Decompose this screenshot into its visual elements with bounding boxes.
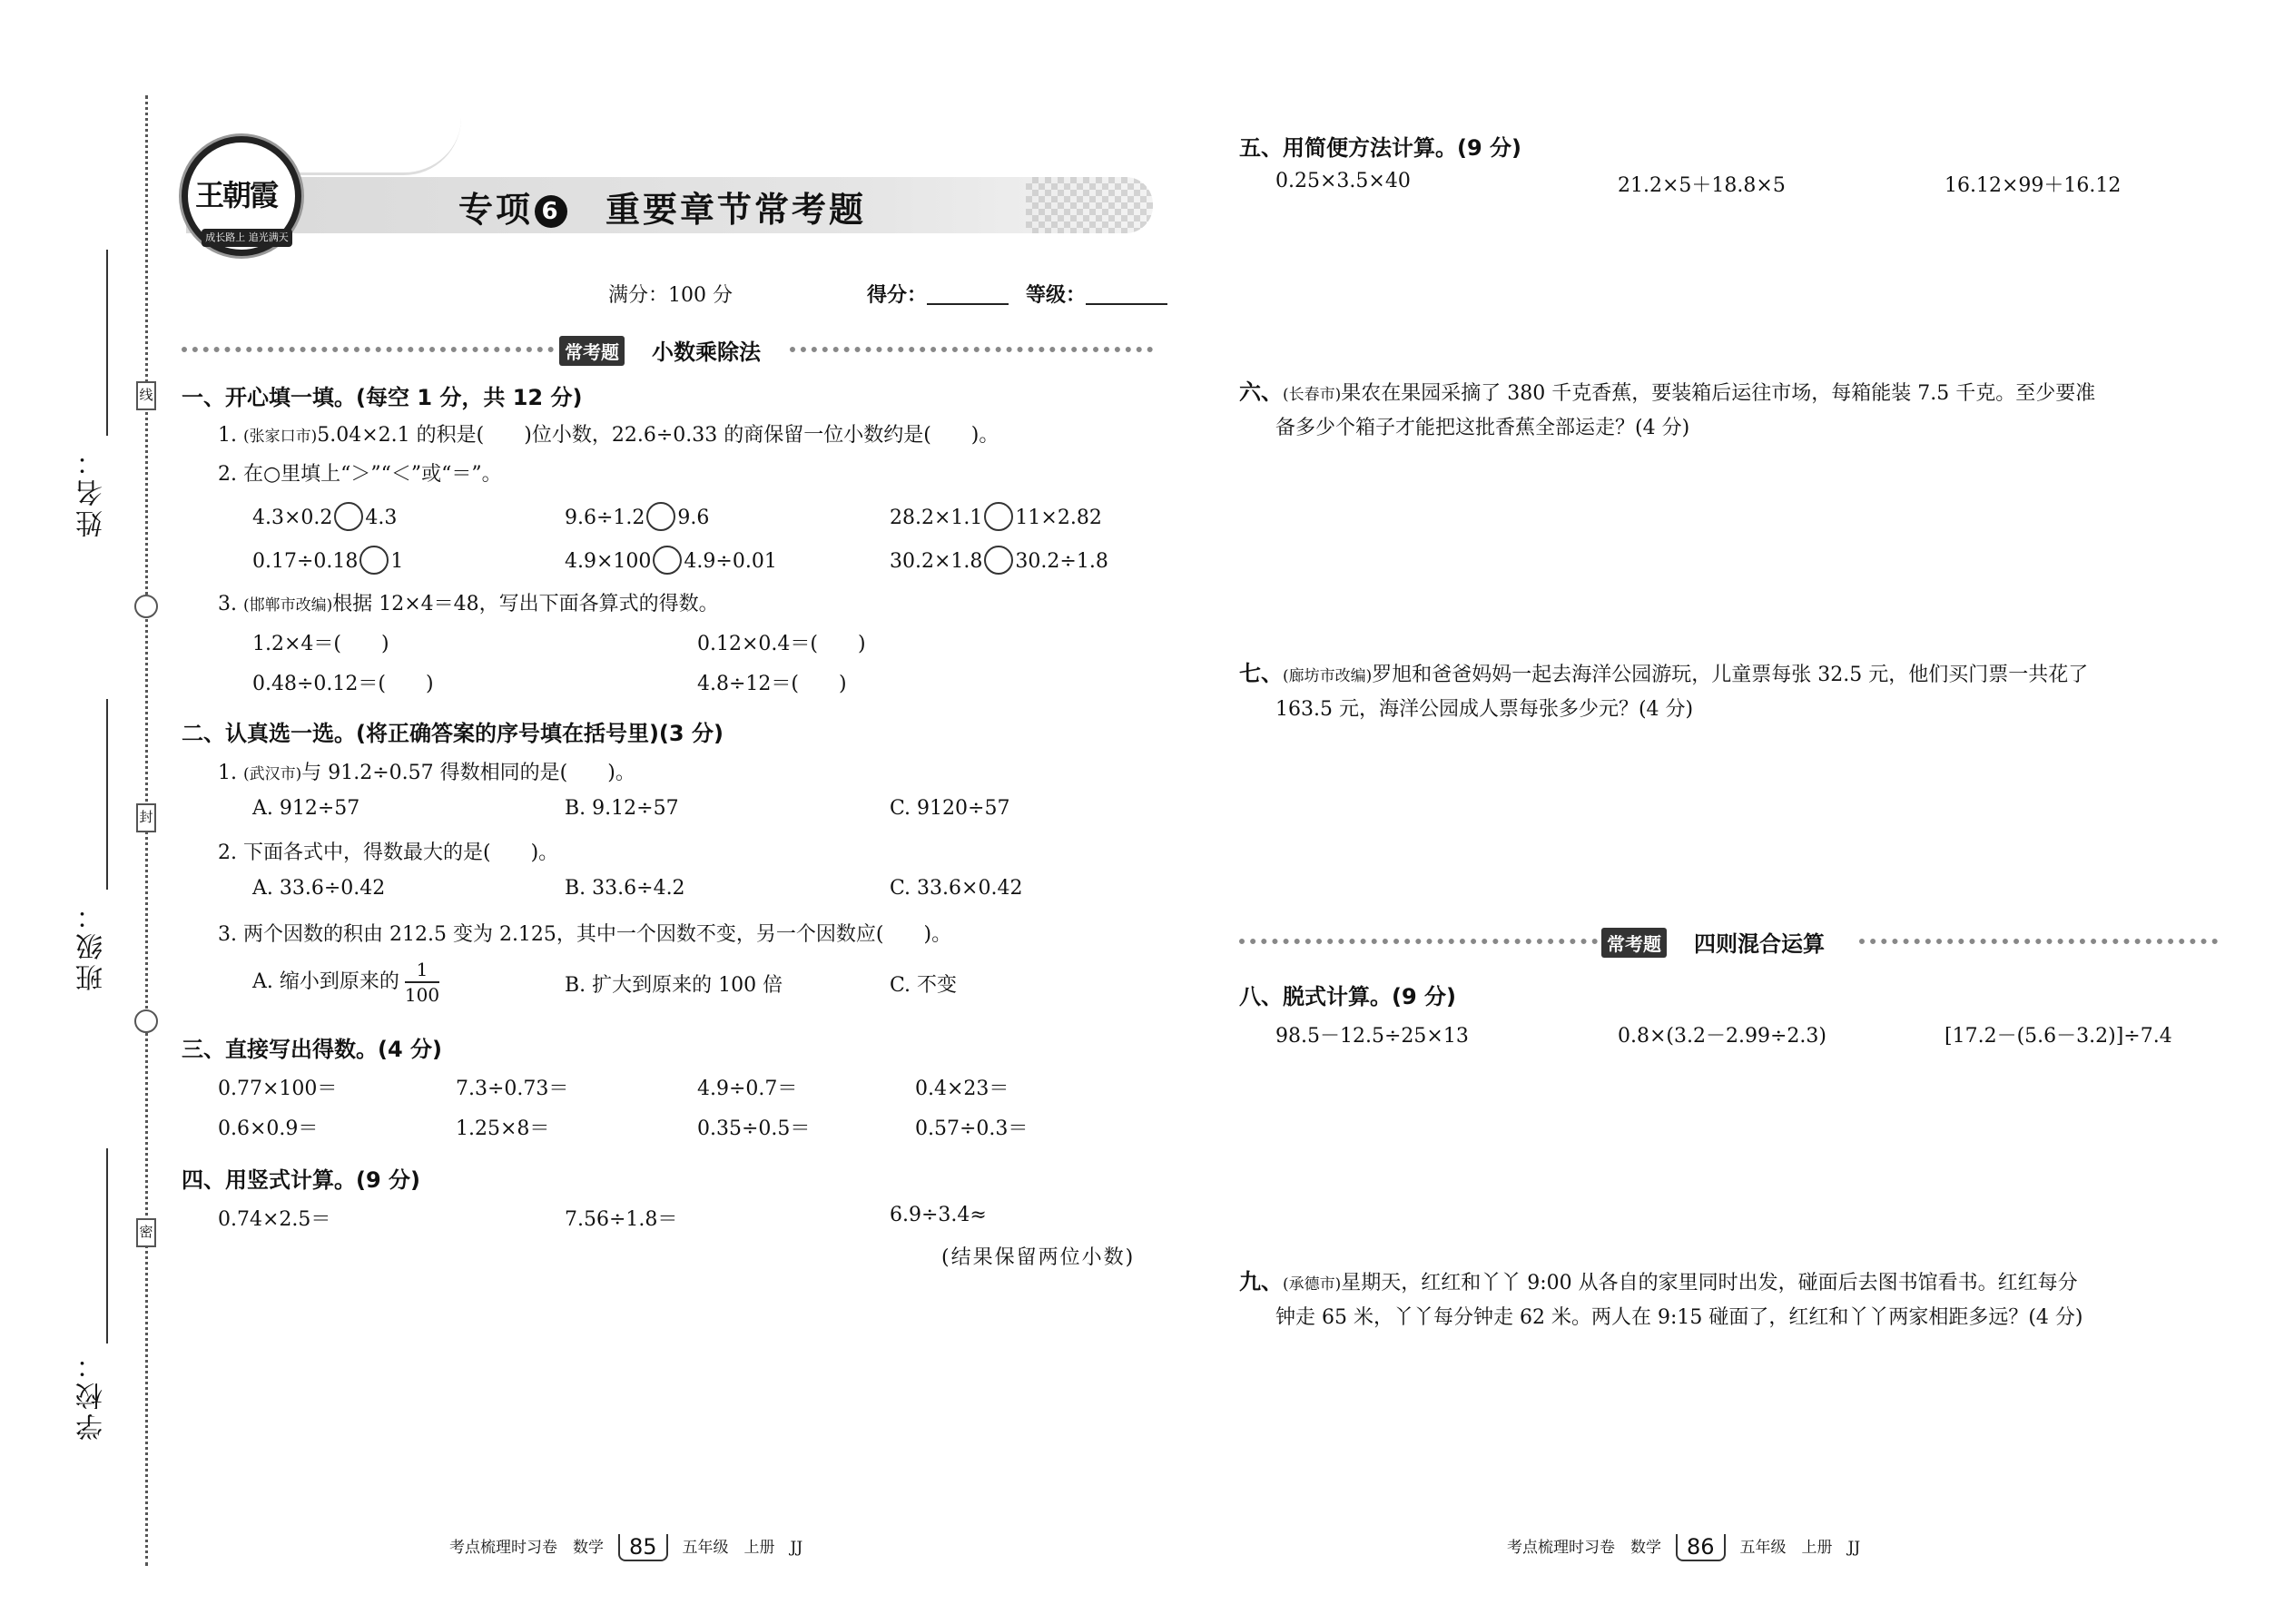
fraction-denominator: 100: [404, 984, 440, 1006]
grade-blank[interactable]: [1086, 285, 1167, 305]
compare-3-circle[interactable]: [984, 502, 1013, 531]
footer-left: [449, 1534, 802, 1561]
s2-q3-option-a-text: A. 缩小到原来的: [252, 970, 399, 993]
title-main: 重要章节常考题: [605, 190, 867, 230]
s1-q3-item-2: 0.12×0.4＝( ): [697, 633, 866, 655]
s6-text-1: 果农在果园采摘了 380 千克香蕉，要装箱后运往市场，每箱能装 7.5 千克。至少要准: [1341, 382, 2096, 405]
s2-q2: 2. 下面各式中，得数最大的是( )。: [218, 842, 559, 864]
compare-1-right: 4.3: [365, 507, 398, 529]
compare-2-circle[interactable]: [646, 502, 675, 531]
footer-right-book: 考点梳理时习卷 数学: [1507, 1539, 1661, 1557]
compare-5: [565, 546, 777, 575]
s2-q2-option-c: C. 33.6×0.42: [890, 877, 1023, 900]
s1-q1-text: 5.04×2.1 的积是( )位小数，22.6÷0.33 的商保留一位小数约是( )。: [317, 424, 999, 447]
s2-q3: 3. 两个因数的积由 212.5 变为 2.125，其中一个因数不变，另一个因数应( )。: [218, 923, 952, 946]
page-title: [458, 182, 866, 231]
s2-q1-source: (武汉市): [243, 765, 302, 783]
s1-q3: [218, 588, 719, 616]
compare-1: [252, 502, 397, 531]
topic2-dots-left: [1239, 939, 1598, 944]
s8-item-2: 0.8×(3.2－2.99÷2.3): [1618, 1025, 1826, 1048]
s3-item-5: 0.6×0.9＝: [218, 1117, 319, 1140]
compare-4: [252, 546, 403, 575]
fraction-one-hundredth: [405, 958, 439, 1007]
s4-item-3: 6.9÷3.4≈: [890, 1204, 987, 1226]
s3-item-1: 0.77×100＝: [218, 1078, 338, 1100]
compare-3: [890, 502, 1102, 531]
s2-q2-option-b: B. 33.6÷4.2: [565, 877, 685, 900]
s7-line-2: 163.5 元，海洋公园成人票每张多少元？(4 分): [1275, 698, 1694, 721]
compare-3-right: 11×2.82: [1015, 507, 1102, 529]
s1-q3-item-4: 4.8÷12＝( ): [697, 673, 847, 695]
banner-checker-pattern: [1026, 177, 1153, 233]
class-field-line[interactable]: [106, 699, 108, 890]
topic2-tag: 常考题: [1601, 928, 1667, 958]
s7-number: 七、: [1239, 661, 1283, 686]
s4-item-1: 0.74×2.5＝: [218, 1208, 331, 1231]
s9-line-2: 钟走 65 米，丫丫每分钟走 62 米。两人在 9:15 碰面了，红红和丫丫两家相距多远？(4 分): [1275, 1306, 2083, 1329]
binding-hole-2: [134, 1009, 158, 1033]
compare-3-left: 28.2×1.1: [890, 507, 983, 529]
page-number-left: 85: [618, 1534, 668, 1561]
binding-mark-xian: 线: [136, 381, 156, 410]
s8-heading: 八、脱式计算。(9 分): [1239, 984, 1456, 1009]
s2-q1-text: 与 91.2÷0.57 得数相同的是( )。: [301, 762, 635, 784]
compare-2-left: 9.6÷1.2: [565, 507, 645, 529]
s5-heading: 五、用简便方法计算。(9 分): [1239, 135, 1521, 161]
title-prefix: 专项: [458, 190, 534, 230]
s6-line-1: [1239, 374, 2095, 406]
fraction-numerator: 1: [405, 958, 439, 983]
s5-item-3: 16.12×99＋16.12: [1944, 174, 2122, 197]
ribbon-decoration: [289, 118, 461, 175]
compare-6-left: 30.2×1.8: [890, 550, 983, 573]
compare-1-left: 4.3×0.2: [252, 507, 333, 529]
s2-q2-option-a: A. 33.6÷0.42: [252, 877, 386, 900]
compare-6-circle[interactable]: [984, 546, 1013, 575]
s2-q1: [218, 757, 635, 785]
name-label: 姓名：: [76, 445, 108, 537]
score-label: 得分：: [867, 284, 928, 307]
s9-line-1: [1239, 1264, 2078, 1295]
grade-field: [1026, 280, 1167, 308]
topic1-tag: 常考题: [559, 336, 625, 366]
s1-q2: 2. 在○里填上“＞”“＜”或“＝”。: [218, 463, 502, 486]
s1-q3-item-3: 0.48÷0.12＝( ): [252, 673, 434, 695]
topic1-name: 小数乘除法: [652, 340, 761, 365]
s3-item-4: 0.4×23＝: [915, 1078, 1009, 1100]
s5-item-2: 21.2×5＋18.8×5: [1618, 174, 1786, 197]
s6-source: (长春市): [1283, 386, 1342, 404]
s3-item-8: 0.57÷0.3＝: [915, 1117, 1029, 1140]
s2-heading: 二、认真选一选。(将正确答案的序号填在括号里)(3 分): [182, 721, 724, 746]
s7-line-1: [1239, 655, 2088, 687]
class-label: 班级：: [76, 899, 108, 991]
name-field-line[interactable]: [106, 250, 108, 436]
score-field: [867, 280, 1009, 308]
topic2-dots-right: [1859, 939, 2218, 944]
brand-logo-ribbon: 成长路上 追光满天: [202, 229, 292, 247]
s1-q3-text: 根据 12×4＝48，写出下面各算式的得数。: [332, 593, 719, 615]
s9-source: (承德市): [1283, 1275, 1342, 1294]
s7-text-1: 罗旭和爸爸妈妈一起去海洋公园游玩，儿童票每张 32.5 元，他们买门票一共花了: [1372, 664, 2089, 686]
binding-mark-mi: 密: [136, 1218, 156, 1247]
score-blank[interactable]: [927, 285, 1009, 305]
binding-mark-feng: 封: [136, 803, 156, 832]
compare-5-circle[interactable]: [653, 546, 682, 575]
topic2-name: 四则混合运算: [1694, 931, 1825, 957]
s6-line-2: 备多少个箱子才能把这批香蕉全部运走？(4 分): [1275, 417, 1690, 439]
s9-text-1: 星期天，红红和丫丫 9:00 从各自的家里同时出发，碰面后去图书馆看书。红红每分: [1341, 1272, 2078, 1294]
s4-item-2: 7.56÷1.8＝: [565, 1208, 678, 1231]
footer-right-grade: 五年级 上册 JJ: [1739, 1539, 1861, 1557]
footer-left-grade: 五年级 上册 JJ: [682, 1539, 803, 1557]
s5-item-1: 0.25×3.5×40: [1275, 170, 1411, 192]
compare-4-circle[interactable]: [359, 546, 389, 575]
s8-item-3: [17.2－(5.6－3.2)]÷7.4: [1944, 1025, 2172, 1048]
school-label: 学校：: [76, 1348, 108, 1441]
s3-item-7: 0.35÷0.5＝: [697, 1117, 811, 1140]
compare-4-left: 0.17÷0.18: [252, 550, 359, 573]
compare-6: [890, 546, 1108, 575]
compare-2: [565, 502, 709, 531]
s3-item-3: 4.9÷0.7＝: [697, 1078, 798, 1100]
compare-4-right: 1: [390, 550, 404, 573]
s2-q3-option-b: B. 扩大到原来的 100 倍: [565, 974, 783, 997]
footer-left-book: 考点梳理时习卷 数学: [449, 1539, 604, 1557]
binding-hole-1: [134, 595, 158, 618]
s7-source: (廊坊市改编): [1283, 667, 1373, 685]
s1-q3-source: (邯郸市改编): [243, 596, 333, 615]
grade-label: 等级：: [1026, 284, 1087, 307]
compare-6-right: 30.2÷1.8: [1015, 550, 1108, 573]
s3-item-2: 7.3÷0.73＝: [456, 1078, 569, 1100]
s2-q3-option-a: [252, 958, 439, 1007]
school-field-line[interactable]: [106, 1148, 108, 1343]
topic1-dots-right: [790, 347, 1153, 352]
s1-q1-num: 1.: [218, 424, 237, 447]
s1-q1-source: (张家口市): [243, 428, 318, 446]
s1-q1: [218, 419, 999, 448]
s2-q1-option-a: A. 912÷57: [252, 797, 360, 820]
compare-5-left: 4.9×100: [565, 550, 652, 573]
s3-heading: 三、直接写出得数。(4 分): [182, 1037, 442, 1062]
s1-heading: 一、开心填一填。(每空 1 分，共 12 分): [182, 385, 583, 410]
s2-q1-option-c: C. 9120÷57: [890, 797, 1010, 820]
topic1-dots-left: [182, 347, 554, 352]
full-score: 满分：100 分: [608, 284, 733, 307]
s3-item-6: 1.25×8＝: [456, 1117, 550, 1140]
compare-5-right: 4.9÷0.01: [684, 550, 777, 573]
s2-q3-option-c: C. 不变: [890, 974, 958, 997]
brand-logo-name: 王朝霞: [195, 178, 278, 212]
page-number-right: 86: [1676, 1534, 1726, 1561]
s2-q1-num: 1.: [218, 762, 237, 784]
s1-q3-item-1: 1.2×4＝( ): [252, 633, 389, 655]
s9-number: 九、: [1239, 1269, 1283, 1294]
compare-2-right: 9.6: [677, 507, 710, 529]
s4-heading: 四、用竖式计算。(9 分): [182, 1167, 420, 1193]
compare-1-circle[interactable]: [334, 502, 363, 531]
s4-note: (结果保留两位小数): [941, 1246, 1136, 1269]
title-number-badge: 6: [535, 195, 567, 228]
s1-q3-num: 3.: [218, 593, 237, 615]
s8-item-1: 98.5－12.5÷25×13: [1275, 1025, 1469, 1048]
footer-right: [1507, 1534, 1860, 1561]
s6-number: 六、: [1239, 379, 1283, 405]
s2-q1-option-b: B. 9.12÷57: [565, 797, 679, 820]
